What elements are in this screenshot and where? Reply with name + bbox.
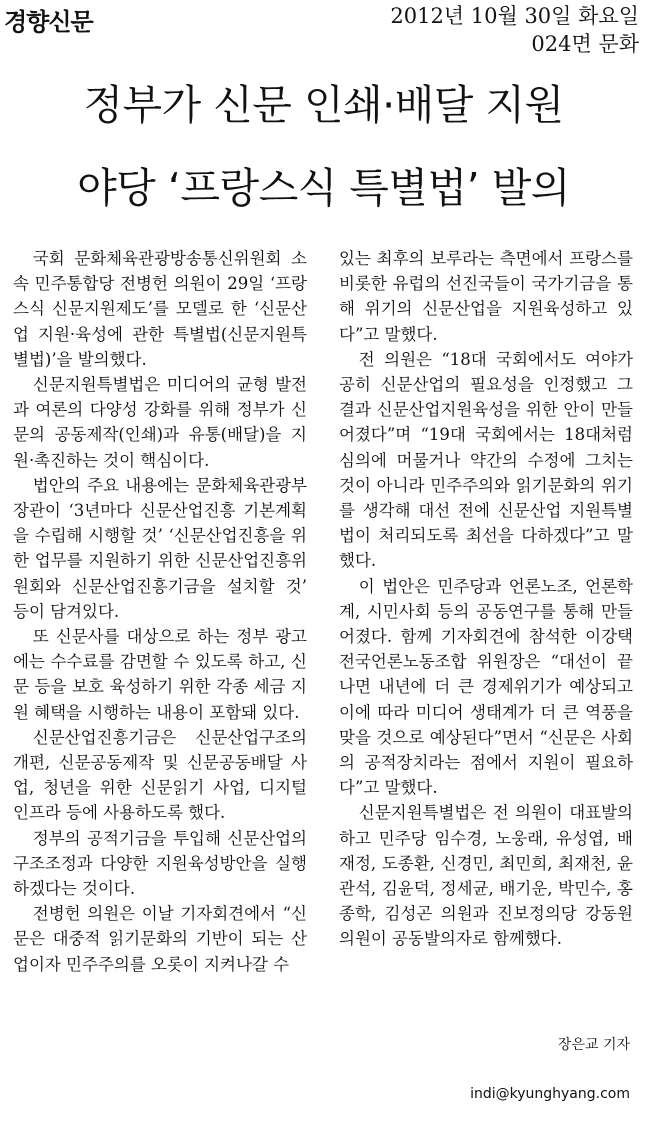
reporter-byline: 장은교 기자 [557, 1037, 630, 1053]
main-headline: 정부가 신문 인쇄·배달 지원 [83, 81, 564, 129]
newspaper-masthead: 경향신문 [4, 8, 93, 36]
page-section: 024면 문화 [531, 32, 639, 56]
paragraph: 신문산업진흥기금은 신문산업구조의 개편, 신문공동제작 및 신문공동배달 사업, 청년을 위한 신문읽기 사업, 디지털 인프라 등에 사용하도록 했다. [13, 727, 307, 823]
paragraph: 전 의원은 “18대 국회에서도 여야가 공히 신문산업의 필요성을 인정했고 그 결과 신문산업지원육성을 위한 안이 만들어졌다”며 “19대 국회에서는 18대처럼 심의에 머물거나 약간의 수정에 그치는 것이 아니라 민주주의와 읽기문화의 위기를 생각해 대선 전에 신문산업 지원특별법이 처리되도록 최선을 다하겠다”고 말했다. [339, 349, 633, 571]
reporter-email: indi@kyunghyang.com [470, 1086, 630, 1102]
paragraph: 신문지원특별법은 미디어의 균형 발전과 여론의 다양성 강화를 위해 정부가 신문의 공동제작(인쇄)과 유통(배달)을 지원·촉진하는 것이 핵심이다. [13, 375, 307, 470]
dateline [390, 2, 639, 58]
publication-date: 2012년 10월 30일 화요일 [390, 4, 639, 28]
paragraph: 전병헌 의원은 이날 기자회견에서 “신문은 대중적 읽기문화의 기반이 되는 산업이자 민주주의를 오롯이 지켜나갈 수 [13, 904, 307, 974]
article-column-right [339, 246, 633, 952]
paragraph: 법안의 주요 내용에는 문화체육관광부 장관이 ‘3년마다 신문산업진흥 기본계획을 수립해 시행할 것’ ‘신문산업진흥을 위한 업무를 지원하기 위한 신문산업진흥위원회와 신문산업진흥기금을 설치할 것’ 등이 담겨있다. [13, 475, 307, 621]
paragraph: 이 법안은 민주당과 언론노조, 언론학계, 시민사회 등의 공동연구를 통해 만들어졌다. 함께 기자회견에 참석한 이강택 전국언론노동조합 위원장은 “대선이 끝나면 내년에 더 큰 경제위기가 예상되고 이에 따라 미디어 생태계가 더 큰 역풍을 맞을 것으로 예상된다”면서 “신문은 사회의 공적장치라는 점에서 지원이 필요하다”고 말했다. [339, 576, 633, 798]
paragraph: 국회 문화체육관광방송통신위원회 소속 민주통합당 전병헌 의원이 29일 ‘프랑스식 신문지원제도’를 모델로 한 ‘신문산업 지원·육성에 관한 특별법(신문지원특별법)’을 발의했다. [13, 249, 307, 369]
sub-headline: 야당 ‘프랑스식 특별법’ 발의 [77, 164, 570, 212]
paragraph-continued: 있는 최후의 보루라는 측면에서 프랑스를 비롯한 유럽의 선진국들이 국가기금을 통해 위기의 신문산업을 지원육성하고 있다”고 말했다. [339, 249, 633, 344]
paragraph: 또 신문사를 대상으로 하는 정부 광고에는 수수료를 감면할 수 있도록 하고, 신문 등을 보호 육성하기 위한 각종 세금 지원 혜택을 시행하는 내용이 포함돼 있다. [13, 627, 307, 722]
article-column-left [13, 246, 307, 977]
paragraph: 정부의 공적기금을 투입해 신문산업의 구조조정과 다양한 지원육성방안을 실행하겠다는 것이다. [13, 828, 307, 899]
paragraph: 신문지원특별법은 전 의원이 대표발의하고 민주당 임수경, 노웅래, 유성엽, 배재정, 도종환, 신경민, 최민희, 최재천, 윤관석, 김윤덕, 정세균, 배기운, 박민수, 홍종학, 김성곤 의원과 진보정의당 강동원 의원이 공동발의자로 함께했다. [339, 803, 633, 949]
